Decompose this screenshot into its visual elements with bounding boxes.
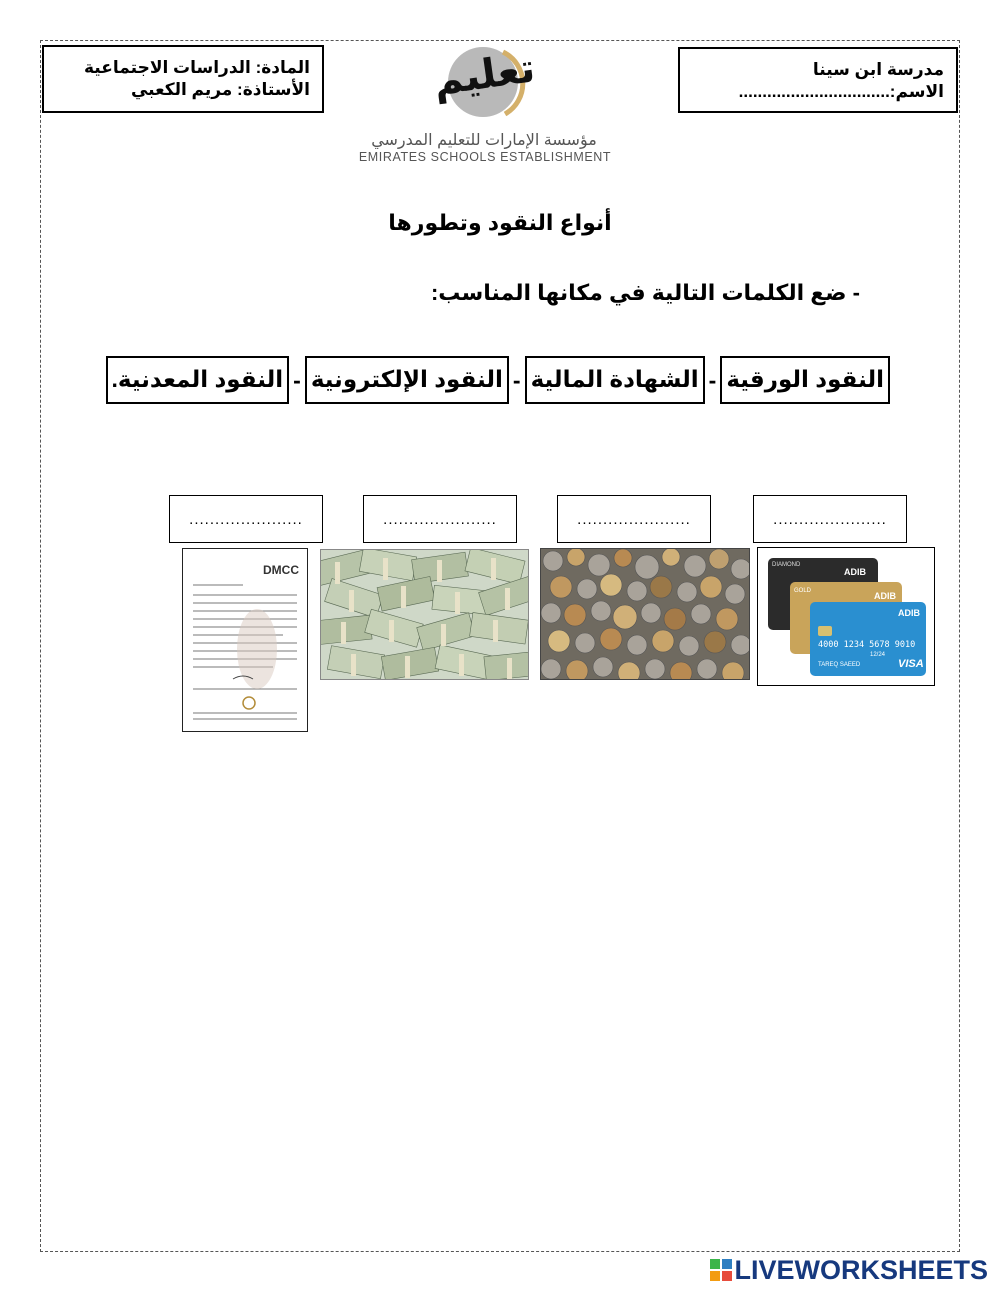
name-dots: ................................: [738, 82, 890, 101]
page-title: أنواع النقود وتطورها: [388, 210, 612, 235]
answer-field-coins[interactable]: ......................: [557, 495, 711, 543]
banknote-bundles-icon: [321, 550, 529, 680]
separator: -: [512, 366, 521, 393]
certificate-logo: DMCC: [263, 563, 299, 577]
brand-name: LIVEWORKSHEETS: [734, 1254, 988, 1285]
card-diamond-label: DIAMOND: [772, 562, 801, 568]
card-holder: TAREQ SAEED: [818, 662, 861, 668]
subject-label: المادة: الدراسات الاجتماعية: [83, 58, 310, 77]
card-expiry: 12/24: [870, 652, 886, 658]
word-metal-money[interactable]: النقود المعدنية.: [106, 356, 290, 404]
school-info-box: [678, 47, 958, 113]
banknotes-image: [320, 549, 529, 680]
liveworksheets-brand: [710, 1256, 988, 1284]
card-network-logo: VISA: [898, 658, 924, 670]
card-bank-logo-2: ADIB: [874, 591, 896, 601]
word-bank: [111, 354, 890, 406]
logo-org-arabic: مؤسسة الإمارات للتعليم المدرسي: [371, 132, 597, 149]
card-number: 4000 1234 5678 9010: [818, 640, 916, 650]
school-name: مدرسة ابن سينا: [812, 60, 944, 79]
separator: -: [708, 366, 717, 393]
logo-arabic-word: تعليم: [430, 45, 538, 105]
card-gold-label: GOLD: [794, 588, 812, 594]
logo-org-english: EMIRATES SCHOOLS ESTABLISHMENT: [358, 150, 612, 164]
card-bank-logo-1: ADIB: [844, 567, 866, 577]
coins-image: [540, 548, 750, 680]
answer-field-cards[interactable]: ......................: [753, 495, 907, 543]
student-name-line: [692, 81, 944, 103]
word-paper-money[interactable]: النقود الورقية: [720, 356, 890, 404]
answer-field-certificate[interactable]: ......................: [169, 495, 323, 543]
coins-pile-icon: [541, 549, 750, 680]
separator: -: [293, 366, 301, 393]
credit-cards-image: [757, 547, 935, 686]
tamkeen-logo: [355, 42, 615, 167]
word-electronic-money[interactable]: النقود الإلكترونية: [305, 356, 509, 404]
certificate-image: [182, 548, 308, 732]
answer-field-banknotes[interactable]: ......................: [363, 495, 517, 543]
teacher-label: الأستاذة: مريم الكعبي: [130, 80, 310, 99]
card-bank-logo-3: ADIB: [898, 608, 920, 618]
liveworksheets-logo-icon: [710, 1259, 732, 1281]
instruction-text: - ضع الكلمات التالية في مكانها المناسب:: [430, 280, 860, 305]
subject-info-box: [42, 45, 324, 113]
name-label: الاسم:: [889, 82, 944, 101]
word-financial-certificate[interactable]: الشهادة المالية: [525, 356, 705, 404]
